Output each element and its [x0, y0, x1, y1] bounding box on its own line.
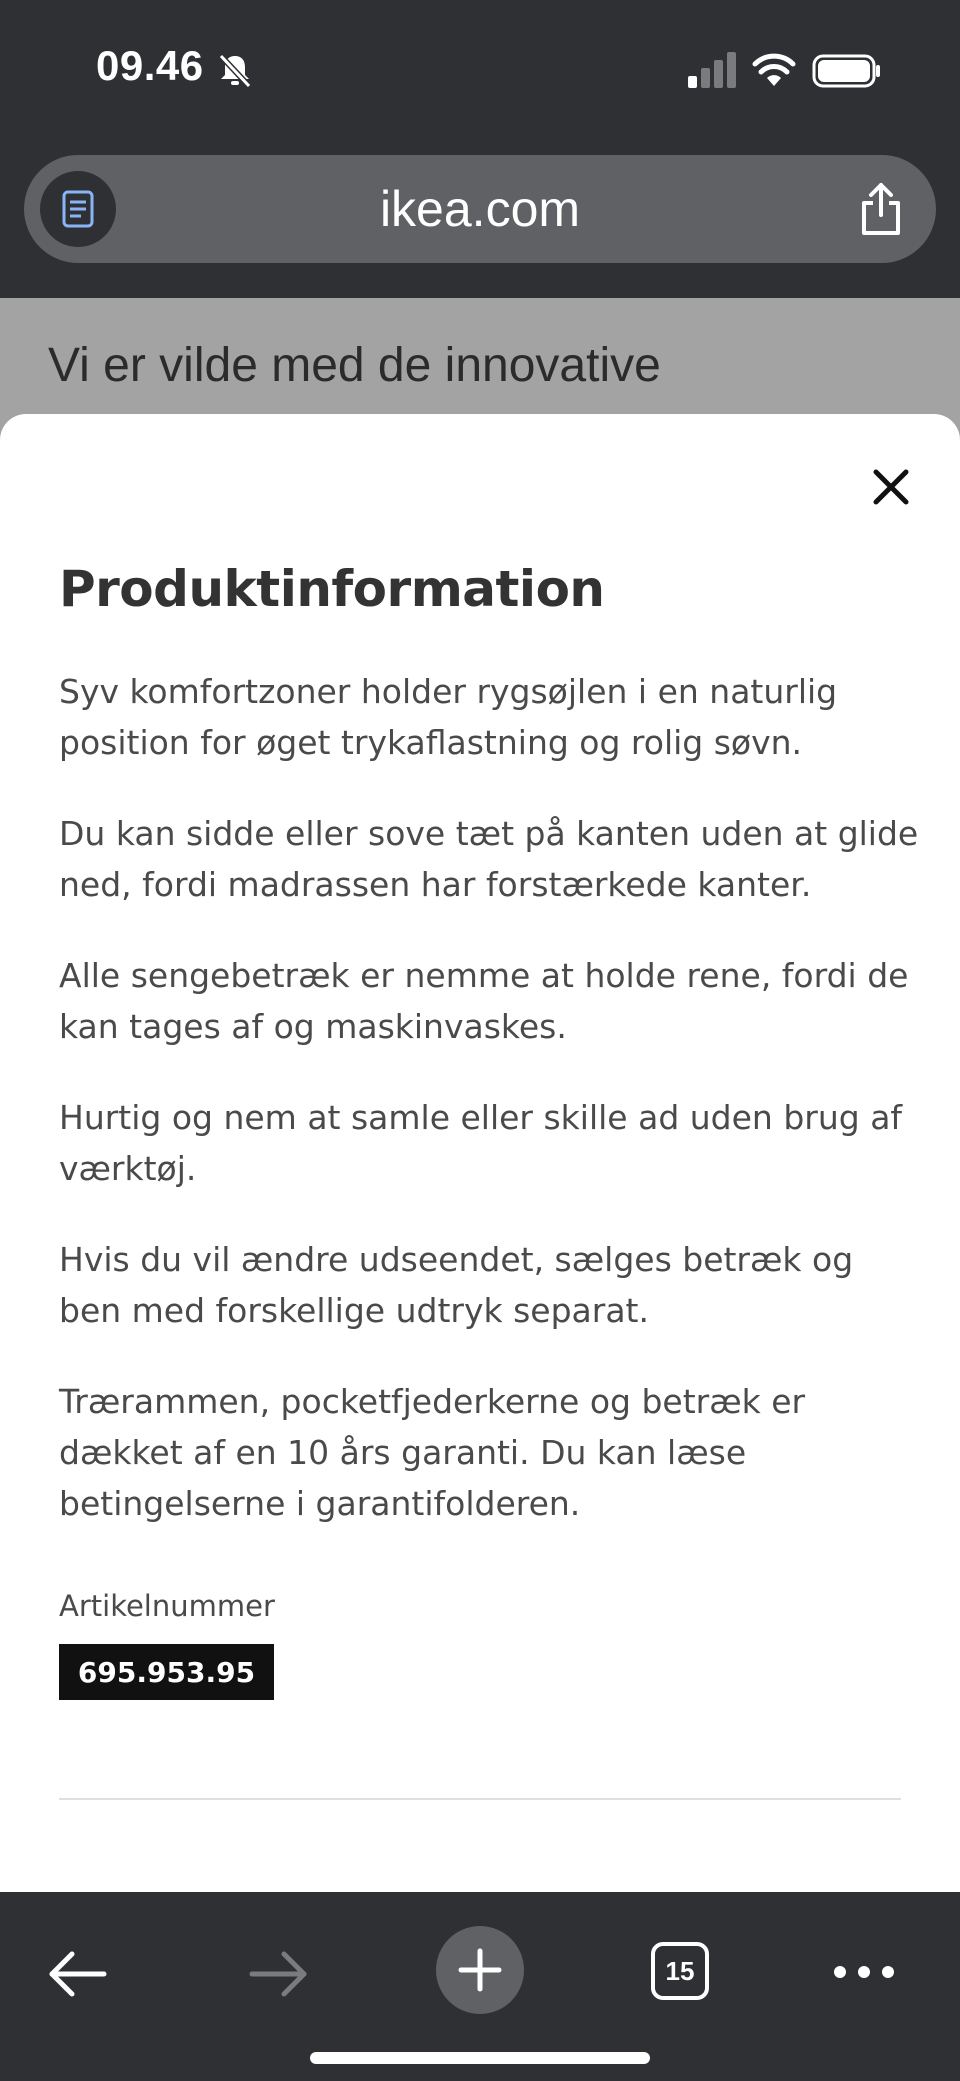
divider [59, 1798, 901, 1800]
tabs-icon[interactable]: 15 [651, 1942, 709, 2000]
home-indicator [310, 2052, 650, 2064]
back-arrow-icon[interactable] [46, 1944, 110, 2004]
info-paragraph: Hvis du vil ændre udseendet, sælges betræk og ben med forskellige udtryk separat. [59, 1240, 854, 1330]
sheet-title: Produktinformation [59, 560, 605, 618]
status-time: 09.46 [96, 42, 204, 89]
product-info-sheet [0, 414, 960, 1892]
plus-icon [457, 1947, 503, 1993]
browser-toolbar [0, 1892, 960, 2081]
share-icon[interactable] [856, 181, 906, 237]
url-text[interactable]: ikea.com [379, 181, 581, 237]
wifi-icon [752, 50, 796, 90]
cellular-signal-icon [688, 52, 738, 88]
article-number-label: Artikelnummer [59, 1589, 275, 1623]
more-icon[interactable] [832, 1954, 896, 1990]
info-paragraph: Hurtig og nem at samle eller skille ad uden brug af værktøj. [59, 1098, 903, 1188]
info-paragraph: Syv komfortzoner holder rygsøjlen i en naturlig position for øget trykaflastning og rolig søvn. [59, 672, 838, 762]
forward-arrow-icon[interactable] [246, 1944, 310, 2004]
info-paragraph: Du kan sidde eller sove tæt på kanten uden at glide ned, fordi madrassen har forstærkede kanter. [59, 814, 919, 904]
background-heading: Vi er vilde med de innovative [48, 339, 661, 392]
close-icon[interactable] [866, 462, 916, 512]
info-paragraph: Alle sengebetræk er nemme at holde rene, fordi de kan tages af og maskinvaskes. [59, 956, 909, 1046]
info-paragraph: Trærammen, pocketfjederkerne og betræk er dækket af en 10 års garanti. Du kan læse betingelserne i garantifolderen. [59, 1382, 806, 1523]
status-bar [0, 0, 960, 145]
bell-slash-icon [215, 50, 255, 90]
article-number-badge: 695.953.95 [59, 1644, 274, 1700]
address-bar[interactable] [24, 155, 936, 263]
new-tab-button[interactable] [436, 1926, 524, 2014]
battery-icon [812, 54, 882, 88]
